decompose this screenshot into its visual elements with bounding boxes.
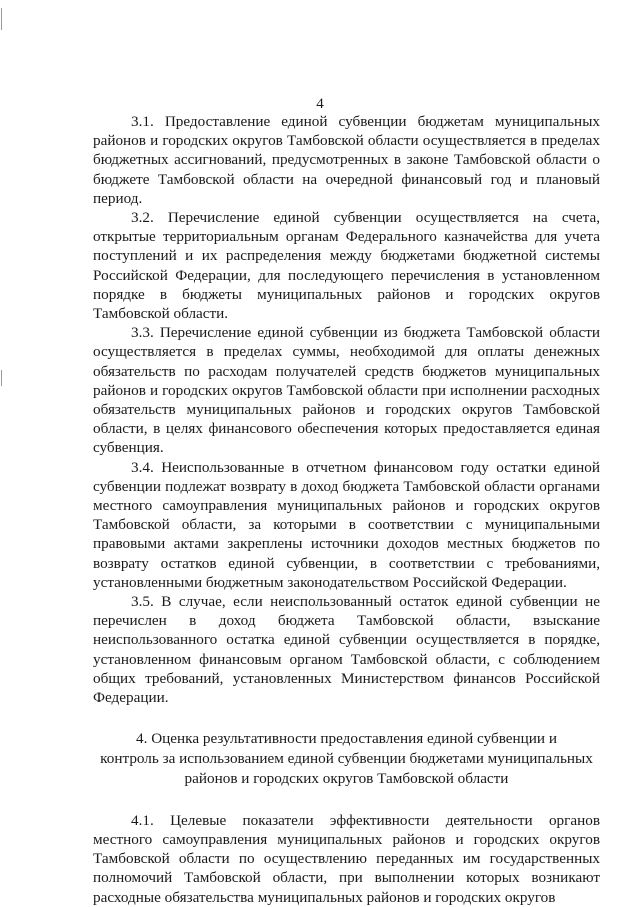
section-heading-line: контроль за использованием единой субвенции бюджетами муниципальных [100,750,593,768]
paragraph-3-2: 3.2. Перечисление единой субвенции осуществляется на счета, открытые территориальным органам Федерального казначейства для учета поступлений и их распределения между бюджетами бюджетной системы Российской Федерации, для последующего перечисления в установленном порядке в бюджеты муниципальных районов и городских округов Тамбовской области. [93,209,600,323]
scan-margin-mark [1,8,2,30]
section-4-heading [93,729,600,788]
page-number: 4 [316,96,324,112]
paragraph-4-1: 4.1. Целевые показатели эффективности деятельности органов местного самоуправления муниципальных районов и городских округов Тамбовской области по осуществлению переданных им государственных полномочий Тамбовской области, при выполнении которых возникают расходные обязательства муниципальных районов и городских округов [93,811,600,906]
paragraph-3-4: 3.4. Неиспользованные в отчетном финансовом году остатки единой субвенции подлежат возврату в доход бюджета Тамбовской области органами местного самоуправления муниципальных районов и городских округов Тамбовской области, за которыми в соответствии с муниципальными правовыми актами закреплены источники доходов местных бюджетов по возврату остатков единой субвенции, в соответствии с требованиями, установленными бюджетным законодательством Российской Федерации. [93,458,600,591]
section-heading-line: 4. Оценка результативности предоставления единой субвенции и [136,730,557,748]
paragraph-3-3: 3.3. Перечисление единой субвенции из бюджета Тамбовской области осуществляется в пределах суммы, необходимой для оплаты денежных обязательств по расходам получателей средств бюджетов муниципальных районов и городских округов Тамбовской области при исполнении расходных обязательств муниципальных районов и городских округов Тамбовской области, в целях финансового обеспечения которых предоставляется единая субвенция. [93,324,600,457]
document-body [93,112,600,907]
scan-margin-mark [1,370,2,386]
paragraph-3-1: 3.1. Предоставление единой субвенции бюджетам муниципальных районов и городских округов Тамбовской области осуществляется в пределах бюджетных ассигнований, предусмотренных в законе Тамбовской области о бюджете Тамбовской области на очередной финансовый год и плановый период. [93,113,600,207]
section-heading-line: районов и городских округов Тамбовской области [184,769,509,787]
paragraph-3-5: 3.5. В случае, если неиспользованный остаток единой субвенции не перечислен в доход бюджета Тамбовской области, взыскание неиспользованного остатка единой субвенции осуществляется в порядке, установленном финансовым органом Тамбовской области, с соблюдением общих требований, установленных Министерством финансов Российской Федерации. [93,593,600,707]
